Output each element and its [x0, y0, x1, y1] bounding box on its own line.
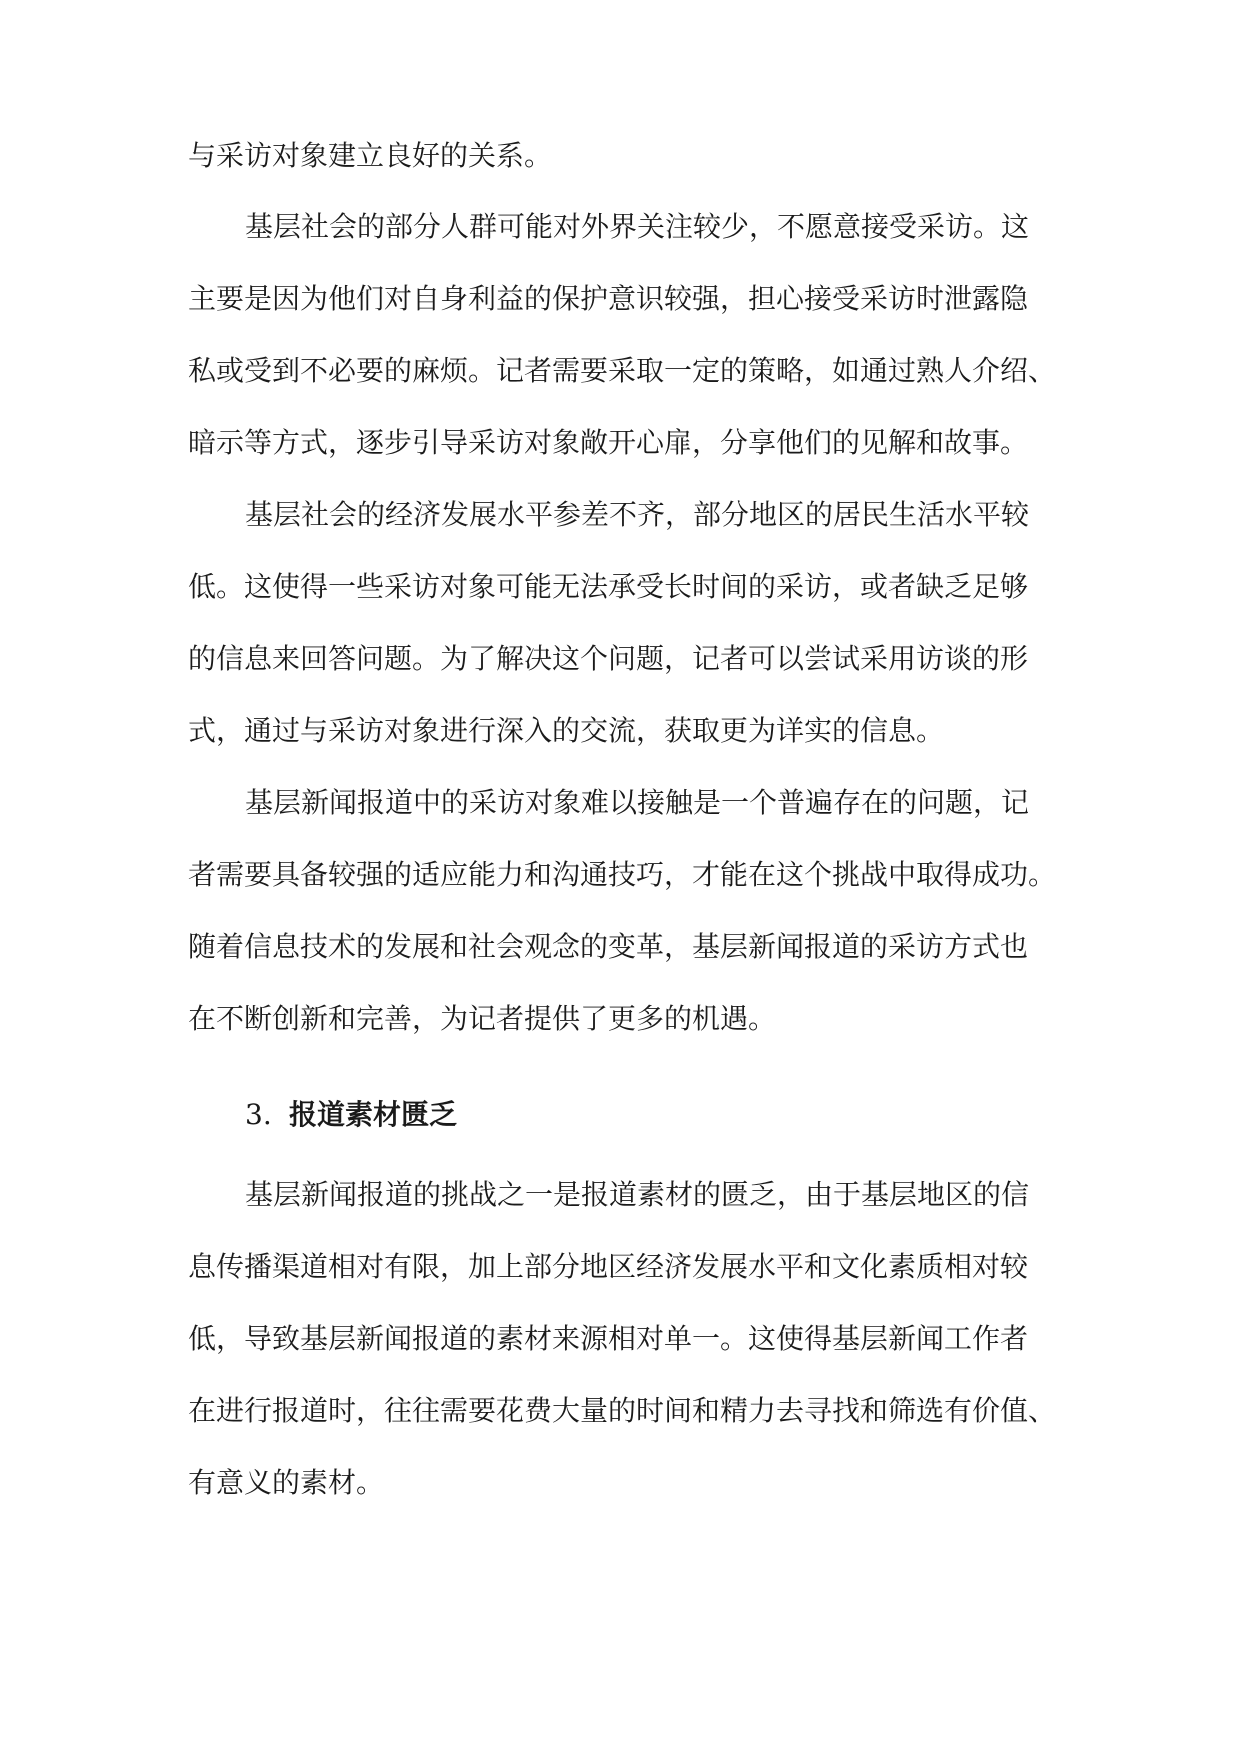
paragraph-line: 在不断创新和完善，为记者提供了更多的机遇。 [188, 1002, 777, 1035]
paragraph-line: 在进行报道时，往往需要花费大量的时间和精力去寻找和筛选有价值、 [188, 1394, 1057, 1427]
paragraph-line: 有意义的素材。 [188, 1466, 385, 1499]
paragraph-line: 暗示等方式，逐步引导采访对象敞开心扉，分享他们的见解和故事。 [188, 426, 1029, 459]
section-heading [245, 1095, 457, 1135]
paragraph-line: 基层新闻报道中的采访对象难以接触是一个普遍存在的问题，记 [245, 786, 1030, 819]
paragraph-line: 与采访对象建立良好的关系。 [188, 139, 553, 172]
section-number: 3. [245, 1098, 272, 1131]
paragraph-line: 的信息来回答问题。为了解决这个问题，记者可以尝试采用访谈的形 [188, 642, 1029, 675]
paragraph-line: 基层新闻报道的挑战之一是报道素材的匮乏，由于基层地区的信 [245, 1178, 1030, 1211]
paragraph-line: 低，导致基层新闻报道的素材来源相对单一。这使得基层新闻工作者 [188, 1322, 1029, 1355]
section-title: 报道素材匮乏 [289, 1098, 458, 1131]
paragraph-line: 基层社会的经济发展水平参差不齐，部分地区的居民生活水平较 [245, 498, 1030, 531]
paragraph-line: 基层社会的部分人群可能对外界关注较少，不愿意接受采访。这 [245, 210, 1030, 243]
paragraph-line: 式，通过与采访对象进行深入的交流，获取更为详实的信息。 [188, 714, 945, 747]
paragraph-line: 者需要具备较强的适应能力和沟通技巧，才能在这个挑战中取得成功。 [188, 858, 1057, 891]
paragraph-line: 息传播渠道相对有限，加上部分地区经济发展水平和文化素质相对较 [188, 1250, 1029, 1283]
paragraph-line: 私或受到不必要的麻烦。记者需要采取一定的策略，如通过熟人介绍、 [188, 354, 1057, 387]
paragraph-line: 低。这使得一些采访对象可能无法承受长时间的采访，或者缺乏足够 [188, 570, 1029, 603]
paragraph-line: 随着信息技术的发展和社会观念的变革，基层新闻报道的采访方式也 [188, 930, 1029, 963]
paragraph-line: 主要是因为他们对自身利益的保护意识较强，担心接受采访时泄露隐 [188, 282, 1029, 315]
